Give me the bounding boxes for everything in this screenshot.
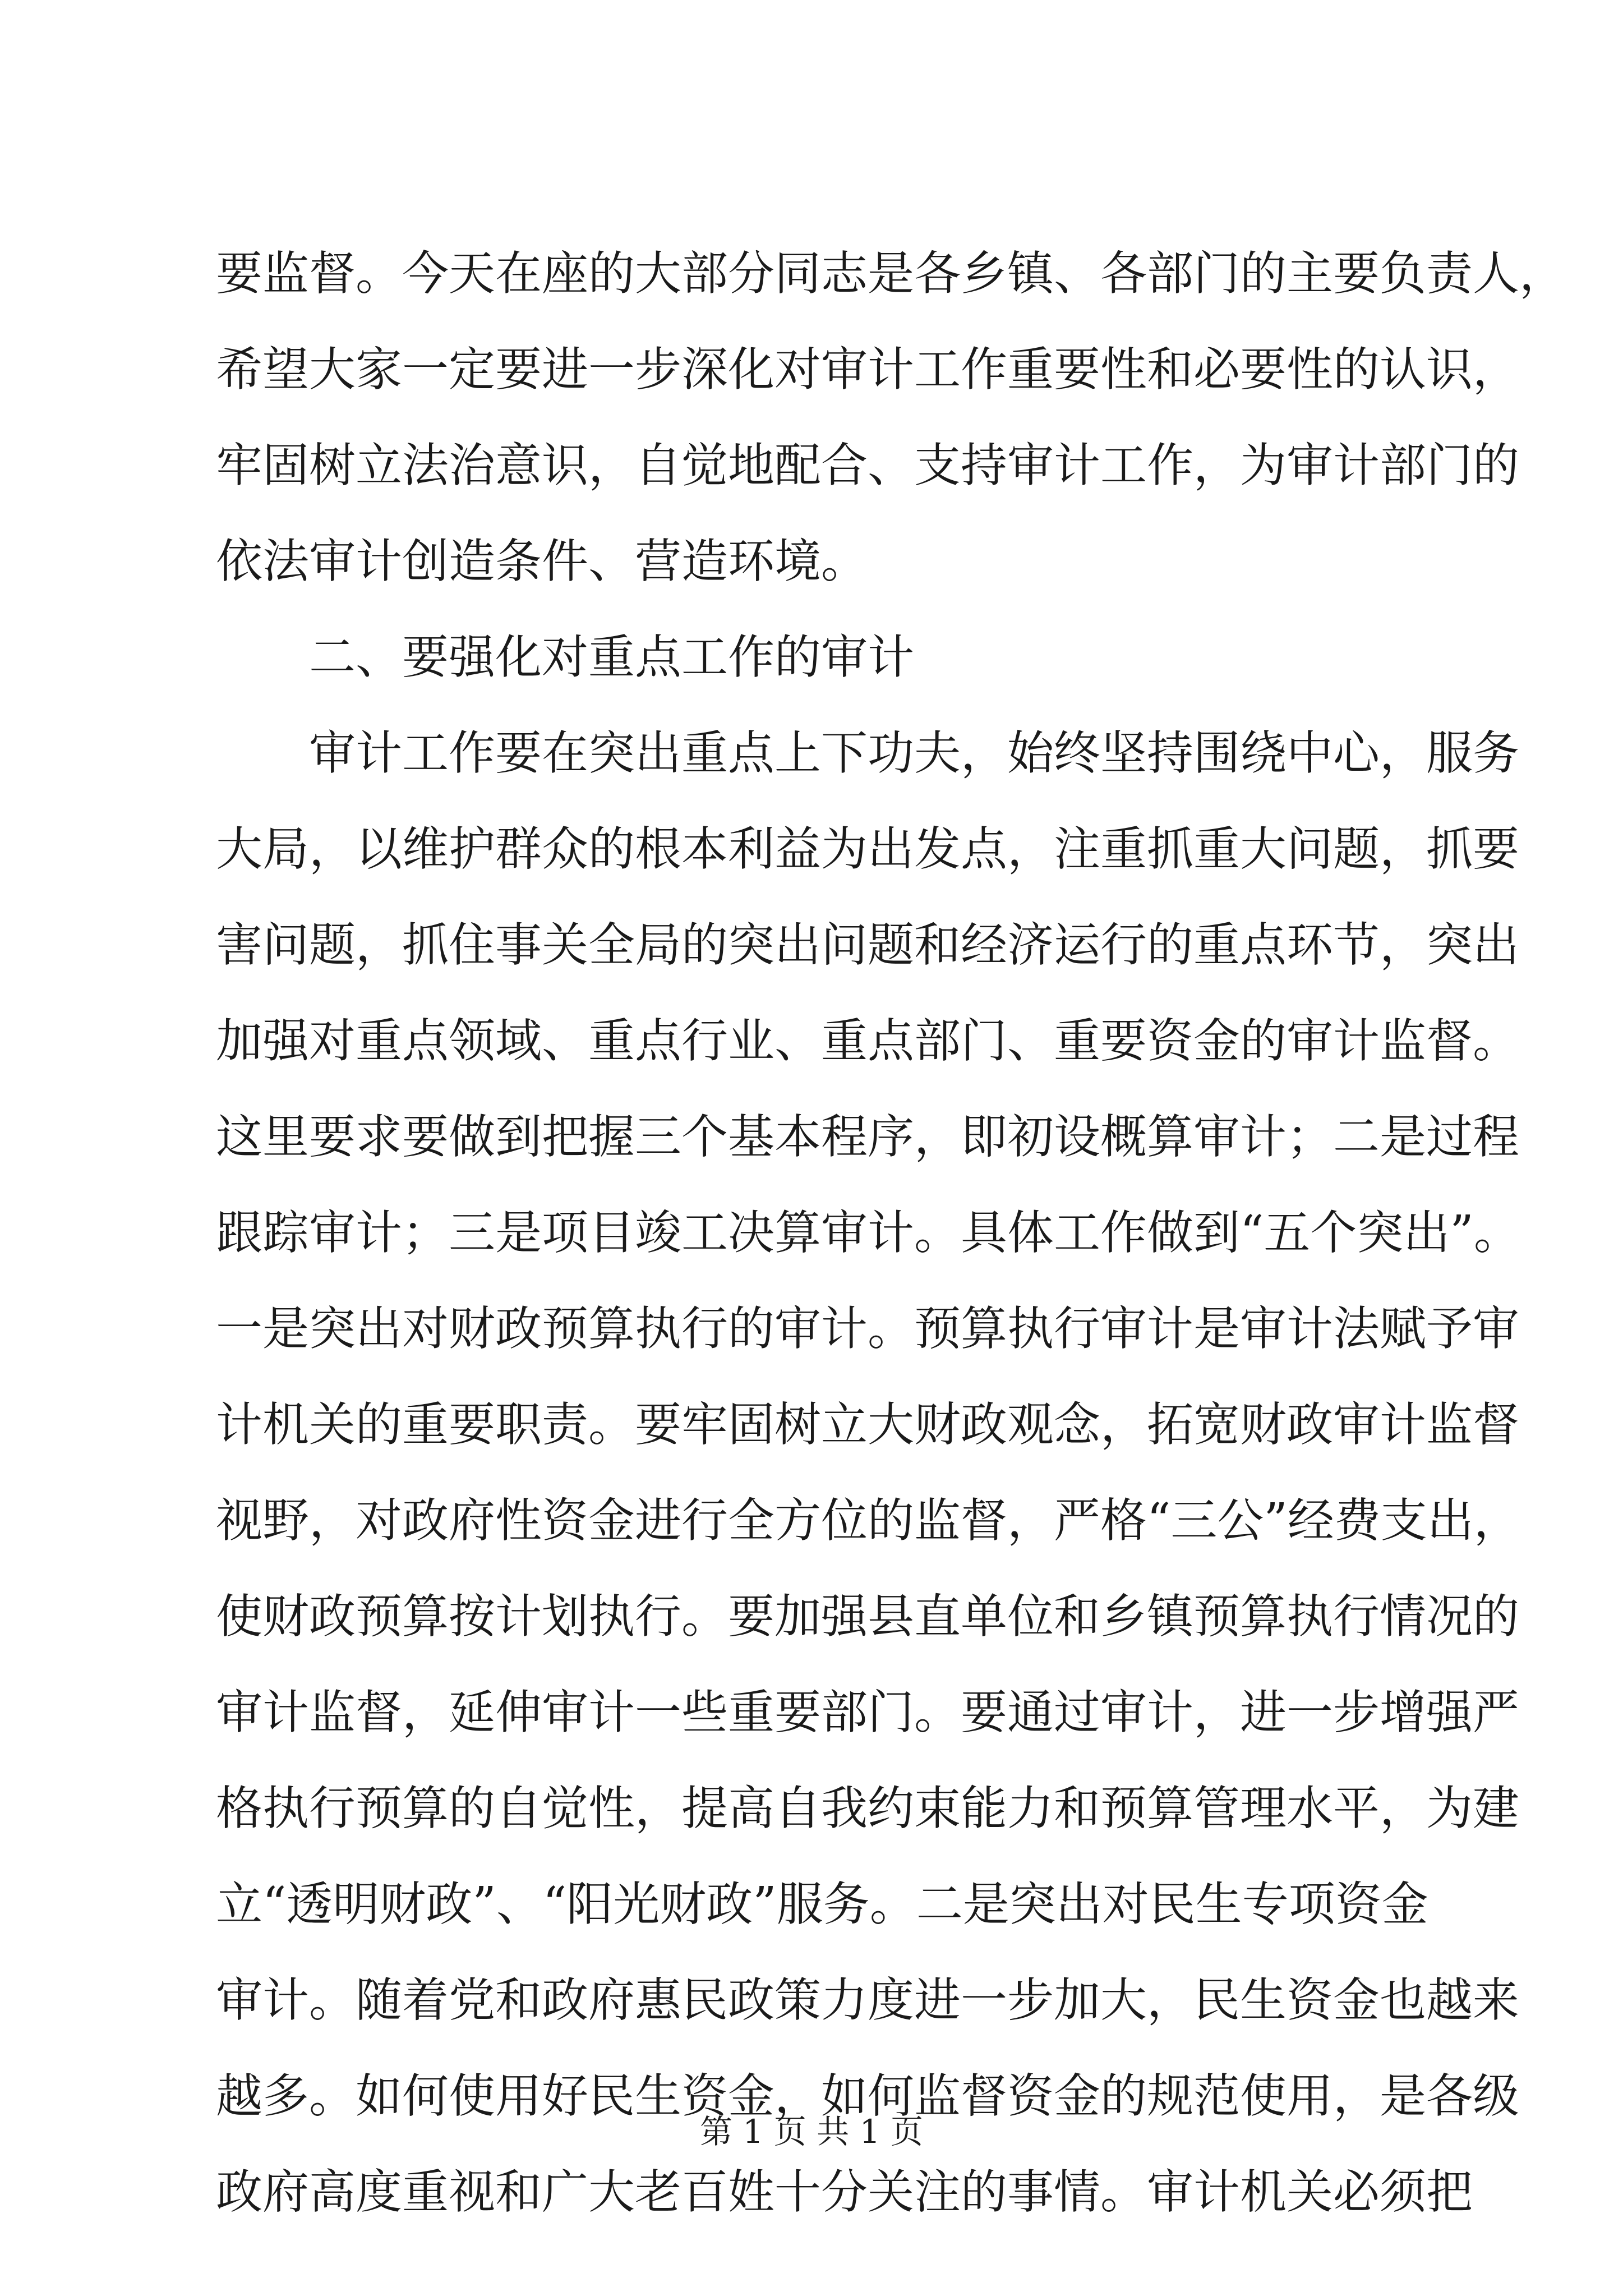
text-line: 一是突出对财政预算执行的审计。预算执行审计是审计法赋予审 — [216, 1301, 1519, 1356]
text-line: 牢固树立法治意识，自觉地配合、支持审计工作，为审计部门的 — [216, 438, 1519, 493]
text-line: 计机关的重要职责。要牢固树立大财政观念，拓宽财政审计监督 — [216, 1397, 1519, 1452]
text-line: 大局，以维护群众的根本利益为出发点，注重抓重大问题，抓要 — [216, 822, 1519, 876]
text-line: 越多。如何使用好民生资金，如何监督资金的规范使用，是各级 — [216, 2069, 1519, 2123]
text-line: 加强对重点领域、重点行业、重点部门、重要资金的审计监督。 — [216, 1014, 1519, 1068]
page-footer: 第 1 页 共 1 页 — [700, 2113, 923, 2151]
text-line: 依法审计创造条件、营造环境。 — [216, 534, 868, 588]
text-line: 使财政预算按计划执行。要加强县直单位和乡镇预算执行情况的 — [216, 1589, 1519, 1644]
text-line: 要监督。今天在座的大部分同志是各乡镇、各部门的主要负责人， — [216, 246, 1566, 301]
text-line: 审计。随着党和政府惠民政策力度进一步加大，民生资金也越来 — [216, 1973, 1519, 2027]
paragraph-first-line: 审计工作要在突出重点上下功夫，始终坚持围绕中心，服务 — [309, 726, 1519, 780]
body-text — [216, 226, 1566, 2240]
text-line: 跟踪审计；三是项目竣工决算审计。具体工作做到“五个突出”。 — [216, 1205, 1520, 1260]
text-line: 审计监督，延伸审计一些重要部门。要通过审计，进一步增强严 — [216, 1685, 1519, 1740]
text-line: 这里要求要做到把握三个基本程序，即初设概算审计；二是过程 — [216, 1110, 1519, 1164]
text-line: 害问题，抓住事关全局的突出问题和经济运行的重点环节，突出 — [216, 918, 1519, 972]
text-line: 格执行预算的自觉性，提高自我约束能力和预算管理水平，为建 — [216, 1781, 1519, 1835]
section-heading: 二、要强化对重点工作的审计 — [309, 630, 914, 684]
text-line: 立“透明财政”、“阳光财政”服务。二是突出对民生专项资金 — [216, 1877, 1428, 1931]
text-line: 希望大家一定要进一步深化对审计工作重要性和必要性的认识， — [216, 342, 1519, 397]
text-line: 政府高度重视和广大老百姓十分关注的事情。审计机关必须把 — [216, 2165, 1473, 2219]
text-line: 视野，对政府性资金进行全方位的监督，严格“三公”经费支出， — [216, 1493, 1520, 1548]
